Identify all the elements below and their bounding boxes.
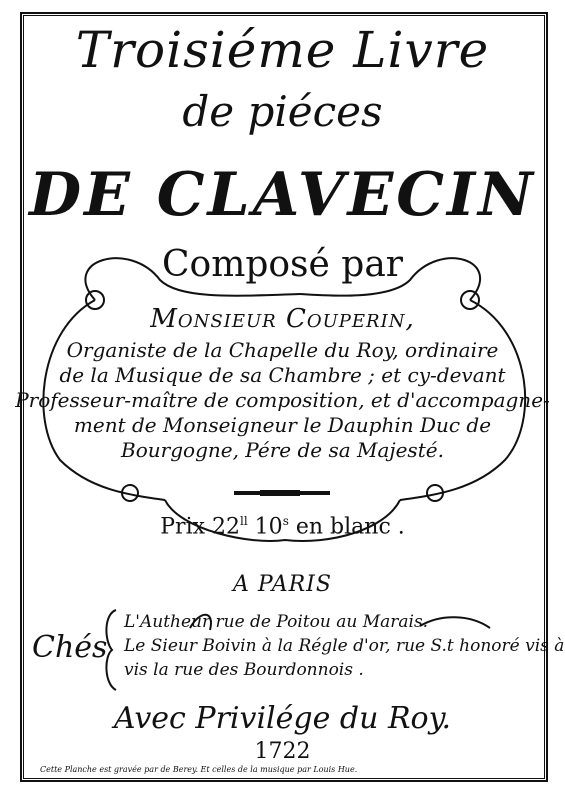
price-sup-sols: s — [282, 514, 289, 528]
price-sup-livres: ll — [240, 514, 248, 528]
title-main: DE CLAVECIN — [29, 160, 536, 230]
description-line: Professeur-maître de composition, et d'accompagne- — [15, 388, 550, 412]
title-line-1: Troisiéme Livre — [75, 21, 490, 79]
price-prefix: Prix 22 — [160, 514, 240, 540]
chez-label: Chés — [32, 630, 108, 665]
price — [0, 508, 565, 540]
price-suffix: en blanc . — [288, 514, 405, 540]
author-description — [0, 338, 565, 463]
composed-by: Composé par — [161, 244, 403, 285]
description-line: ment de Monseigneur le Dauphin Duc de — [73, 413, 492, 437]
address-line: Le Sieur Boivin à la Régle d'or, rue S.t honoré vis à — [124, 636, 565, 656]
description-line: de la Musique de sa Chambre ; et cy-devant — [59, 363, 506, 387]
engraver-note: Cette Planche est gravée par de Berey. Et celles de la musique par Louis Hue. — [40, 765, 358, 774]
description-line: Organiste de la Chapelle du Roy, ordinaire — [66, 338, 499, 362]
price-mid: 10 — [247, 514, 283, 540]
author-name: Monsieur Couperin, — [150, 304, 415, 334]
place: A PARIS — [233, 572, 332, 597]
address-line: L'Autheur rue de Poitou au Marais. — [124, 612, 429, 632]
address-line: vis la rue des Bourdonnois . — [124, 660, 364, 680]
title-line-2: de piéces — [182, 87, 383, 136]
year: 1722 — [254, 739, 311, 764]
addresses — [124, 610, 565, 682]
privilege: Avec Privilége du Roy. — [113, 701, 452, 736]
description-line: Bourgogne, Pére de sa Majesté. — [121, 438, 444, 462]
